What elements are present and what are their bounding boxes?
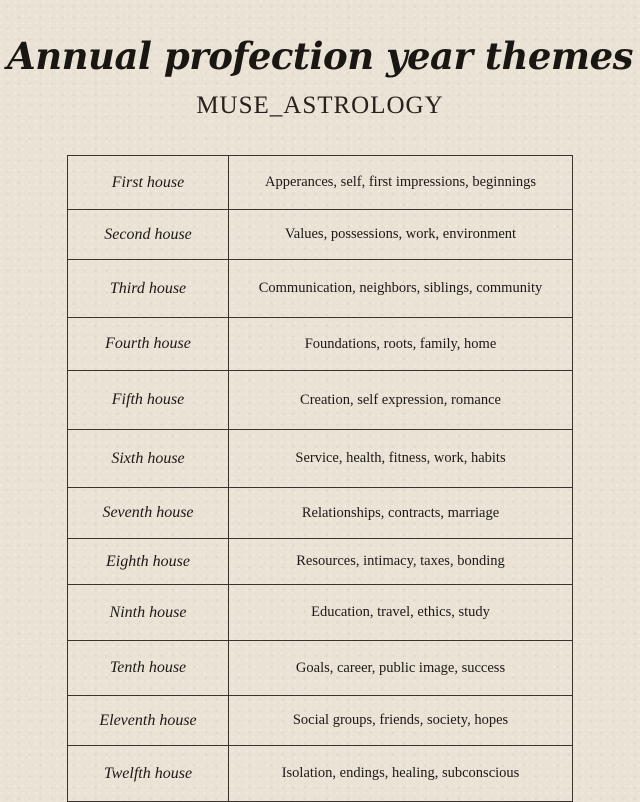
page-title: Annual profection year themes [7, 34, 633, 78]
house-name-cell: Third house [68, 260, 229, 318]
house-name-cell: Second house [68, 210, 229, 260]
house-name-cell: Eleventh house [68, 696, 229, 746]
house-themes-cell: Resources, intimacy, taxes, bonding [229, 539, 573, 585]
house-themes-cell: Goals, career, public image, success [229, 641, 573, 696]
house-themes-cell: Isolation, endings, healing, subconscious [229, 746, 573, 802]
table-row [68, 488, 573, 539]
house-themes-cell: Social groups, friends, society, hopes [229, 696, 573, 746]
house-name-cell: Seventh house [68, 488, 229, 539]
house-themes-cell: Values, possessions, work, environment [229, 210, 573, 260]
house-themes-cell: Service, health, fitness, work, habits [229, 430, 573, 488]
house-name-cell: Eighth house [68, 539, 229, 585]
house-name-cell: Sixth house [68, 430, 229, 488]
table-row [68, 371, 573, 430]
table-row [68, 260, 573, 318]
table-row [68, 641, 573, 696]
house-themes-cell: Apperances, self, first impressions, beginnings [229, 156, 573, 210]
house-name-cell: Ninth house [68, 585, 229, 641]
house-name-cell: Fourth house [68, 318, 229, 371]
table-row [68, 318, 573, 371]
table-row [68, 696, 573, 746]
profection-table [67, 155, 573, 802]
house-themes-cell: Education, travel, ethics, study [229, 585, 573, 641]
table-row [68, 210, 573, 260]
house-themes-cell: Creation, self expression, romance [229, 371, 573, 430]
house-name-cell: Twelfth house [68, 746, 229, 802]
author-handle: MUSE_ASTROLOGY [196, 92, 444, 119]
house-name-cell: Tenth house [68, 641, 229, 696]
table-row [68, 585, 573, 641]
table-row [68, 156, 573, 210]
house-themes-cell: Communication, neighbors, siblings, community [229, 260, 573, 318]
table-row [68, 539, 573, 585]
house-name-cell: Fifth house [68, 371, 229, 430]
table-row [68, 430, 573, 488]
house-themes-cell: Foundations, roots, family, home [229, 318, 573, 371]
table-row [68, 746, 573, 802]
house-themes-cell: Relationships, contracts, marriage [229, 488, 573, 539]
house-name-cell: First house [68, 156, 229, 210]
